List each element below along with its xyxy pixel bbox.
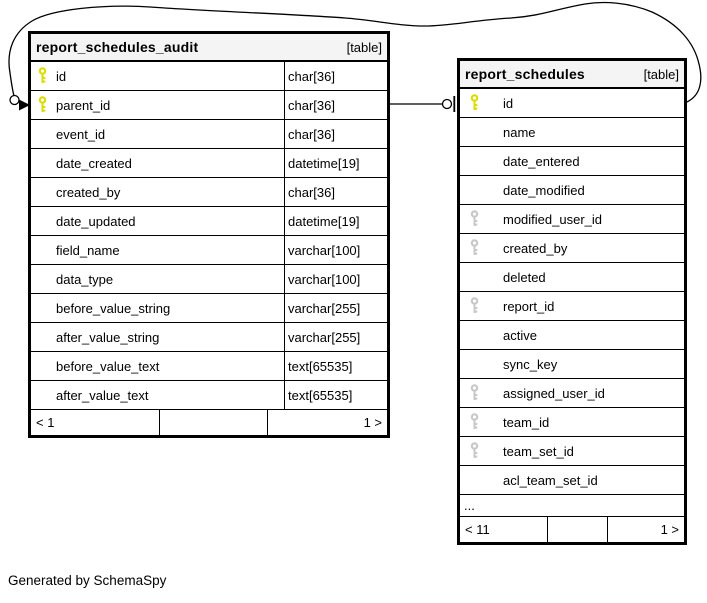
more-columns-ellipsis: ... [460,495,684,517]
table-row [460,118,684,147]
column-type: char[36] [284,120,387,148]
primary-key-icon [37,96,56,114]
table-header [31,34,387,62]
table-row [31,62,387,91]
table-row [460,234,684,263]
column-name: data_type [56,271,114,287]
table-row [31,294,387,323]
column-type: char[36] [284,178,387,206]
table-report_schedules [457,58,687,545]
column-name: date_modified [503,182,585,198]
column-type: text[65535] [284,381,387,409]
column-name: acl_team_set_id [503,472,598,488]
table-row [31,91,387,120]
generated-by-label: Generated by SchemaSpy [8,573,167,588]
column-name: name [503,124,536,140]
table-row [460,379,684,408]
column-type: char[36] [284,91,387,119]
column-name: date_created [56,155,132,171]
table-row [460,437,684,466]
column-name: modified_user_id [503,211,603,227]
table-row [31,323,387,352]
column-name: id [56,68,67,84]
table-row [31,207,387,236]
footer-children-count: 1 > [267,410,387,435]
footer-middle-cell [159,410,267,435]
column-type: varchar[100] [284,236,387,264]
table-row [460,205,684,234]
column-name: field_name [56,242,120,258]
footer-parents-count: < 11 [465,522,490,537]
foreign-key-icon [469,384,503,402]
table-row [460,408,684,437]
foreign-key-icon [469,210,503,228]
table-row [460,466,684,495]
column-name: report_id [503,298,555,314]
table-footer [31,410,387,435]
table-name[interactable]: report_schedules_audit [36,39,199,55]
column-list [31,62,387,410]
column-name: sync_key [503,356,558,372]
relationship-edge-direct [390,96,454,112]
column-type: datetime[19] [284,207,387,235]
table-row [460,89,684,118]
primary-key-icon [469,94,503,112]
column-type: text[65535] [284,352,387,380]
table-row [460,176,684,205]
footer-middle-cell [547,517,607,542]
table-row [31,381,387,410]
table-header [460,61,684,89]
table-row [31,120,387,149]
edge-odot-marker [10,96,19,105]
column-name: created_by [56,184,121,200]
edge-odot-marker [443,100,452,109]
table-row [460,147,684,176]
footer-children-count: 1 > [607,517,684,542]
table-row [460,292,684,321]
primary-key-icon [37,67,56,85]
column-type: datetime[19] [284,149,387,177]
table-row [31,178,387,207]
column-name: id [503,95,514,111]
foreign-key-icon [469,442,503,460]
table-row [31,352,387,381]
table-row [31,236,387,265]
column-name: created_by [503,240,568,256]
table-report_schedules_audit [28,31,390,438]
column-list [460,89,684,495]
column-name: before_value_text [56,358,160,374]
column-name: team_id [503,414,550,430]
table-tag: [table] [346,39,382,55]
table-row [460,321,684,350]
column-name: before_value_string [56,300,171,316]
column-type: varchar[255] [284,294,387,322]
table-row [460,263,684,292]
table-row [460,350,684,379]
column-type: varchar[100] [284,265,387,293]
column-name: assigned_user_id [503,385,605,401]
column-name: after_value_text [56,387,149,403]
column-name: after_value_string [56,329,160,345]
table-footer [460,517,684,542]
table-row [31,265,387,294]
column-name: active [503,327,537,343]
table-row [31,149,387,178]
table-name[interactable]: report_schedules [465,66,585,82]
column-name: date_entered [503,153,580,169]
foreign-key-icon [469,297,503,315]
column-name: deleted [503,269,546,285]
foreign-key-icon [469,413,503,431]
table-tag: [table] [643,66,679,82]
column-name: event_id [56,126,106,142]
column-type: varchar[255] [284,323,387,351]
column-type: char[36] [284,62,387,90]
foreign-key-icon [469,239,503,257]
footer-parents-count: < 1 [36,415,55,430]
column-name: date_updated [56,213,136,229]
column-name: team_set_id [503,443,574,459]
column-name: parent_id [56,97,111,113]
